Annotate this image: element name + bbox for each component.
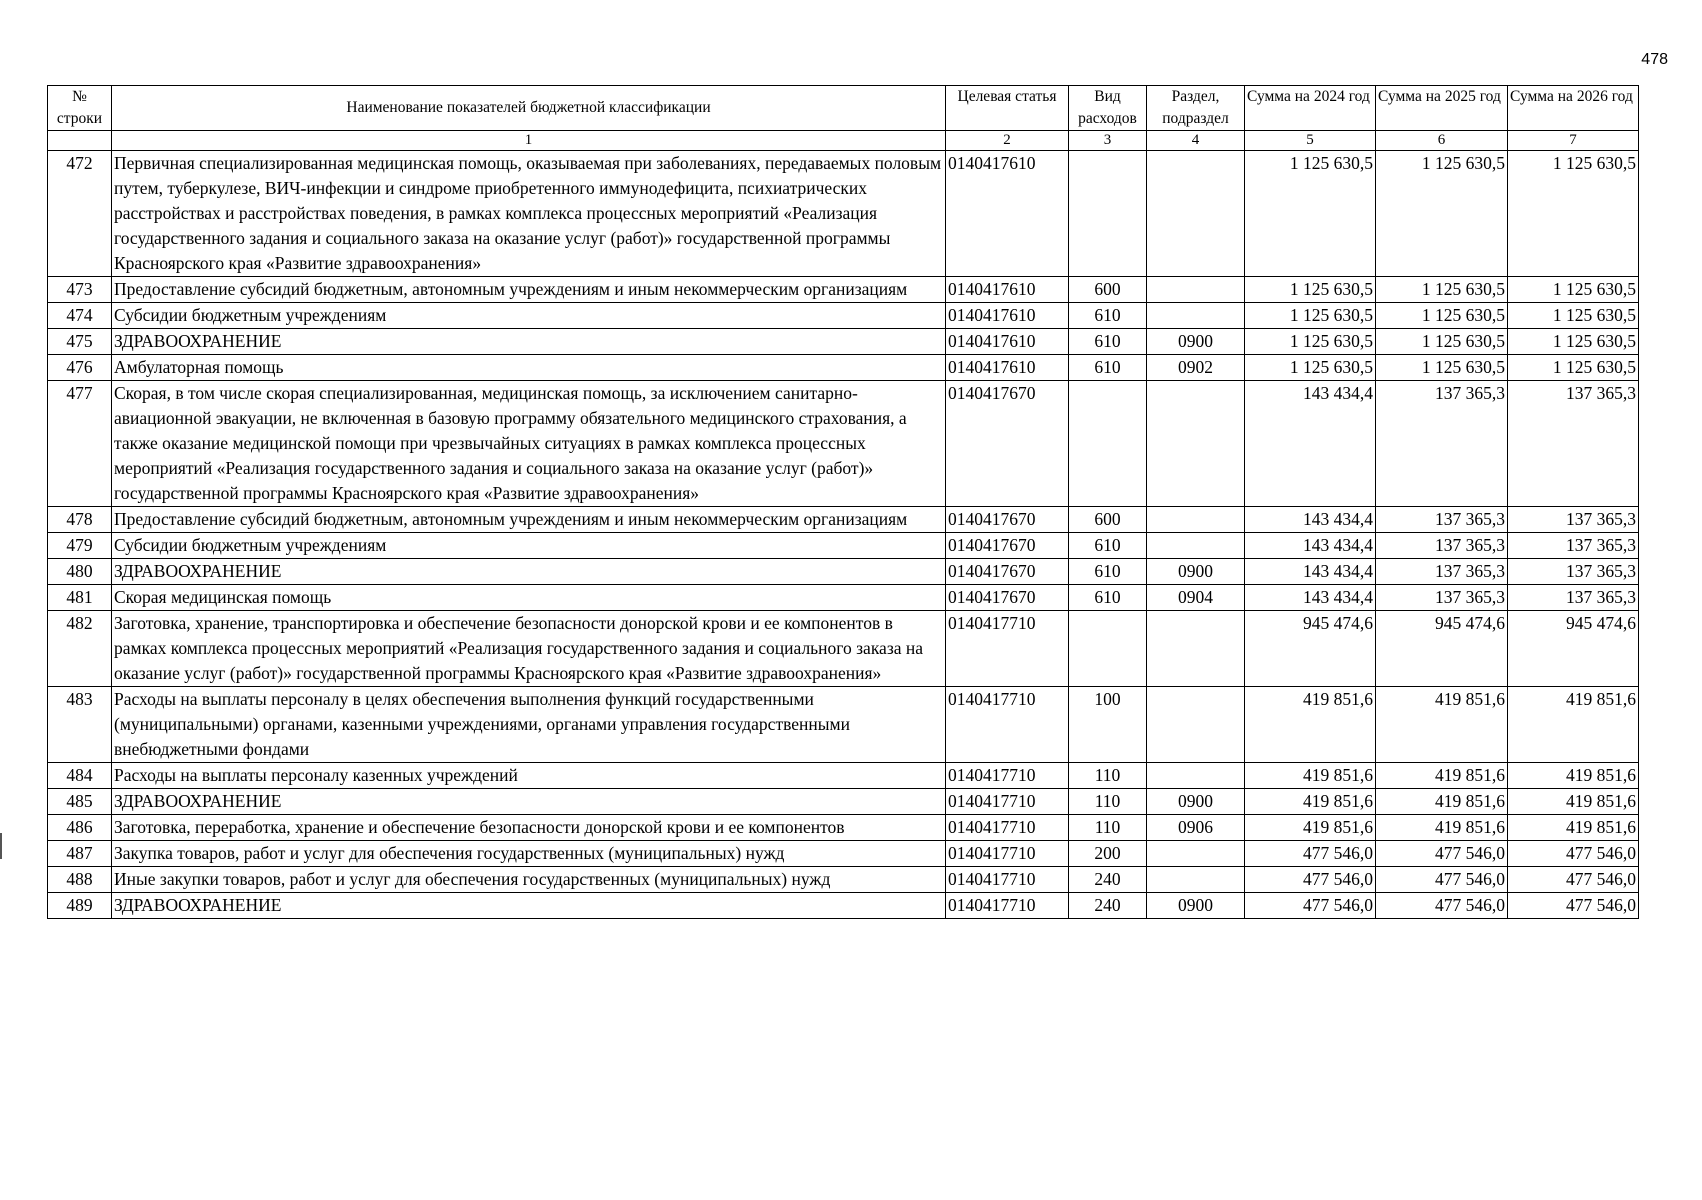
row-sum-2026: 1 125 630,5 <box>1508 151 1639 277</box>
row-number: 473 <box>48 277 112 303</box>
row-target-code: 0140417710 <box>946 611 1069 687</box>
row-sum-2025: 419 851,6 <box>1376 763 1508 789</box>
row-sum-2026: 137 365,3 <box>1508 507 1639 533</box>
row-name: Субсидии бюджетным учреждениям <box>112 303 946 329</box>
page-number: 478 <box>1641 51 1668 68</box>
row-expense-type: 110 <box>1069 815 1147 841</box>
row-expense-type: 240 <box>1069 893 1147 919</box>
row-target-code: 0140417710 <box>946 815 1069 841</box>
row-sum-2025: 1 125 630,5 <box>1376 151 1508 277</box>
row-number: 480 <box>48 559 112 585</box>
header-row-no: № строки <box>48 86 112 131</box>
row-expense-type: 110 <box>1069 763 1147 789</box>
table-row <box>48 559 1639 585</box>
row-sum-2026: 477 546,0 <box>1508 893 1639 919</box>
row-expense-type: 610 <box>1069 559 1147 585</box>
row-target-code: 0140417670 <box>946 533 1069 559</box>
row-expense-type: 610 <box>1069 533 1147 559</box>
column-index: 2 <box>946 131 1069 151</box>
row-sum-2025: 419 851,6 <box>1376 789 1508 815</box>
header-section: Раздел, подраздел <box>1147 86 1245 131</box>
row-expense-type: 200 <box>1069 841 1147 867</box>
row-name: ЗДРАВООХРАНЕНИЕ <box>112 789 946 815</box>
row-sum-2024: 1 125 630,5 <box>1245 151 1376 277</box>
row-sum-2024: 1 125 630,5 <box>1245 355 1376 381</box>
table-row <box>48 789 1639 815</box>
column-index-blank <box>48 131 112 151</box>
row-target-code: 0140417610 <box>946 277 1069 303</box>
row-sum-2024: 419 851,6 <box>1245 687 1376 763</box>
row-section: 0900 <box>1147 893 1245 919</box>
row-section <box>1147 507 1245 533</box>
row-number: 486 <box>48 815 112 841</box>
row-sum-2024: 945 474,6 <box>1245 611 1376 687</box>
row-sum-2024: 419 851,6 <box>1245 763 1376 789</box>
row-sum-2025: 1 125 630,5 <box>1376 303 1508 329</box>
row-name: Первичная специализированная медицинская помощь, оказываемая при заболеваниях, передаваемых половым путем, туберкулезе, ВИЧ-инфекции и синдроме приобретенного иммунодефицита, психиатрических расстройствах и расстройствах поведения, в рамках комплекса процессных мероприятий «Реализация государственного задания и социального заказа на оказание услуг (работ)» государственной программы Красноярского края «Развитие здравоохранения» <box>112 151 946 277</box>
row-name: Расходы на выплаты персоналу казенных учреждений <box>112 763 946 789</box>
row-expense-type <box>1069 381 1147 507</box>
row-sum-2024: 143 434,4 <box>1245 507 1376 533</box>
column-index: 1 <box>112 131 946 151</box>
column-index: 4 <box>1147 131 1245 151</box>
row-name: Иные закупки товаров, работ и услуг для обеспечения государственных (муниципальных) нужд <box>112 867 946 893</box>
row-sum-2025: 419 851,6 <box>1376 815 1508 841</box>
row-sum-2026: 1 125 630,5 <box>1508 277 1639 303</box>
row-name: Расходы на выплаты персоналу в целях обеспечения выполнения функций государственными (муниципальными) органами, казенными учреждениями, органами управления государственными внебюджетными фондами <box>112 687 946 763</box>
row-sum-2025: 1 125 630,5 <box>1376 355 1508 381</box>
row-sum-2025: 477 546,0 <box>1376 841 1508 867</box>
table-row <box>48 763 1639 789</box>
row-number: 474 <box>48 303 112 329</box>
row-number: 478 <box>48 507 112 533</box>
row-target-code: 0140417710 <box>946 893 1069 919</box>
row-target-code: 0140417710 <box>946 867 1069 893</box>
table-row <box>48 841 1639 867</box>
column-index-row <box>48 131 1639 151</box>
table-row <box>48 303 1639 329</box>
header-exp-type: Вид расходов <box>1069 86 1147 131</box>
table-row <box>48 585 1639 611</box>
row-expense-type: 610 <box>1069 585 1147 611</box>
row-sum-2026: 419 851,6 <box>1508 763 1639 789</box>
row-number: 485 <box>48 789 112 815</box>
header-sum-2025: Сумма на 2025 год <box>1376 86 1508 131</box>
row-sum-2026: 1 125 630,5 <box>1508 355 1639 381</box>
row-section: 0904 <box>1147 585 1245 611</box>
row-target-code: 0140417610 <box>946 329 1069 355</box>
row-section <box>1147 841 1245 867</box>
row-number: 487 <box>48 841 112 867</box>
header-sum-2024: Сумма на 2024 год <box>1245 86 1376 131</box>
row-sum-2026: 1 125 630,5 <box>1508 303 1639 329</box>
row-sum-2025: 419 851,6 <box>1376 687 1508 763</box>
row-sum-2025: 945 474,6 <box>1376 611 1508 687</box>
row-sum-2024: 419 851,6 <box>1245 815 1376 841</box>
table-row <box>48 329 1639 355</box>
row-section <box>1147 763 1245 789</box>
row-target-code: 0140417710 <box>946 841 1069 867</box>
table-body <box>48 151 1639 919</box>
row-sum-2024: 143 434,4 <box>1245 559 1376 585</box>
row-number: 477 <box>48 381 112 507</box>
row-expense-type <box>1069 151 1147 277</box>
row-sum-2026: 477 546,0 <box>1508 841 1639 867</box>
row-target-code: 0140417610 <box>946 151 1069 277</box>
row-target-code: 0140417710 <box>946 763 1069 789</box>
row-sum-2024: 477 546,0 <box>1245 841 1376 867</box>
row-sum-2024: 419 851,6 <box>1245 789 1376 815</box>
row-name: Предоставление субсидий бюджетным, автономным учреждениям и иным некоммерческим организациям <box>112 507 946 533</box>
table-row <box>48 151 1639 277</box>
row-name: Заготовка, переработка, хранение и обеспечение безопасности донорской крови и ее компонентов <box>112 815 946 841</box>
row-number: 472 <box>48 151 112 277</box>
row-sum-2025: 1 125 630,5 <box>1376 277 1508 303</box>
table-row <box>48 893 1639 919</box>
row-section <box>1147 151 1245 277</box>
row-target-code: 0140417670 <box>946 585 1069 611</box>
row-name: Предоставление субсидий бюджетным, автономным учреждениям и иным некоммерческим организациям <box>112 277 946 303</box>
row-number: 483 <box>48 687 112 763</box>
table-row <box>48 815 1639 841</box>
row-sum-2025: 137 365,3 <box>1376 507 1508 533</box>
row-sum-2025: 137 365,3 <box>1376 533 1508 559</box>
budget-table <box>47 85 1639 919</box>
row-expense-type: 110 <box>1069 789 1147 815</box>
row-sum-2024: 477 546,0 <box>1245 893 1376 919</box>
row-sum-2024: 143 434,4 <box>1245 585 1376 611</box>
row-number: 475 <box>48 329 112 355</box>
row-expense-type: 600 <box>1069 507 1147 533</box>
row-sum-2024: 477 546,0 <box>1245 867 1376 893</box>
header-target: Целевая статья <box>946 86 1069 131</box>
row-sum-2025: 137 365,3 <box>1376 381 1508 507</box>
row-name: Скорая, в том числе скорая специализированная, медицинская помощь, за исключением санитарно-авиационной эвакуации, не включенная в базовую программу обязательного медицинского страхования, а также оказание медицинской помощи при чрезвычайных ситуациях в рамках комплекса процессных мероприятий «Реализация государственного задания и социального заказа на оказание услуг (работ)» государственной программы Красноярского края «Развитие здравоохранения» <box>112 381 946 507</box>
row-number: 489 <box>48 893 112 919</box>
row-name: ЗДРАВООХРАНЕНИЕ <box>112 559 946 585</box>
row-sum-2025: 477 546,0 <box>1376 867 1508 893</box>
row-sum-2026: 419 851,6 <box>1508 687 1639 763</box>
row-section <box>1147 867 1245 893</box>
table-row <box>48 381 1639 507</box>
row-name: ЗДРАВООХРАНЕНИЕ <box>112 329 946 355</box>
row-sum-2026: 1 125 630,5 <box>1508 329 1639 355</box>
column-index: 5 <box>1245 131 1376 151</box>
row-section <box>1147 381 1245 507</box>
row-expense-type: 100 <box>1069 687 1147 763</box>
row-sum-2026: 137 365,3 <box>1508 381 1639 507</box>
row-target-code: 0140417610 <box>946 355 1069 381</box>
row-name: Заготовка, хранение, транспортировка и обеспечение безопасности донорской крови и ее компонентов в рамках комплекса процессных мероприятий «Реализация государственного задания и социального заказа на оказание услуг (работ)» государственной программы Красноярского края «Развитие здравоохранения» <box>112 611 946 687</box>
row-name: Субсидии бюджетным учреждениям <box>112 533 946 559</box>
row-number: 482 <box>48 611 112 687</box>
table-row <box>48 687 1639 763</box>
row-sum-2026: 137 365,3 <box>1508 533 1639 559</box>
table-row <box>48 355 1639 381</box>
table-row <box>48 277 1639 303</box>
row-section <box>1147 303 1245 329</box>
row-sum-2025: 137 365,3 <box>1376 559 1508 585</box>
table-row <box>48 507 1639 533</box>
row-target-code: 0140417670 <box>946 559 1069 585</box>
row-expense-type: 610 <box>1069 329 1147 355</box>
row-name: Закупка товаров, работ и услуг для обеспечения государственных (муниципальных) нужд <box>112 841 946 867</box>
row-name: Амбулаторная помощь <box>112 355 946 381</box>
row-target-code: 0140417710 <box>946 687 1069 763</box>
row-sum-2024: 143 434,4 <box>1245 381 1376 507</box>
row-sum-2024: 1 125 630,5 <box>1245 277 1376 303</box>
row-section <box>1147 533 1245 559</box>
row-sum-2024: 1 125 630,5 <box>1245 329 1376 355</box>
row-section <box>1147 611 1245 687</box>
scan-edge-mark <box>0 833 2 859</box>
row-expense-type <box>1069 611 1147 687</box>
row-sum-2025: 477 546,0 <box>1376 893 1508 919</box>
row-sum-2025: 137 365,3 <box>1376 585 1508 611</box>
row-number: 484 <box>48 763 112 789</box>
row-section <box>1147 277 1245 303</box>
header-name: Наименование показателей бюджетной классификации <box>112 86 946 131</box>
table-row <box>48 533 1639 559</box>
row-number: 476 <box>48 355 112 381</box>
row-expense-type: 610 <box>1069 303 1147 329</box>
row-section: 0900 <box>1147 789 1245 815</box>
row-target-code: 0140417610 <box>946 303 1069 329</box>
column-index: 3 <box>1069 131 1147 151</box>
row-name: Скорая медицинская помощь <box>112 585 946 611</box>
table-row <box>48 611 1639 687</box>
table-header-row <box>48 86 1639 131</box>
row-section: 0900 <box>1147 559 1245 585</box>
row-section <box>1147 687 1245 763</box>
row-section: 0906 <box>1147 815 1245 841</box>
row-sum-2026: 137 365,3 <box>1508 585 1639 611</box>
row-expense-type: 600 <box>1069 277 1147 303</box>
row-expense-type: 610 <box>1069 355 1147 381</box>
row-expense-type: 240 <box>1069 867 1147 893</box>
row-sum-2024: 143 434,4 <box>1245 533 1376 559</box>
row-sum-2025: 1 125 630,5 <box>1376 329 1508 355</box>
row-target-code: 0140417710 <box>946 789 1069 815</box>
row-sum-2026: 477 546,0 <box>1508 867 1639 893</box>
row-sum-2024: 1 125 630,5 <box>1245 303 1376 329</box>
row-sum-2026: 419 851,6 <box>1508 789 1639 815</box>
row-name: ЗДРАВООХРАНЕНИЕ <box>112 893 946 919</box>
row-sum-2026: 137 365,3 <box>1508 559 1639 585</box>
column-index: 6 <box>1376 131 1508 151</box>
row-number: 481 <box>48 585 112 611</box>
row-sum-2026: 419 851,6 <box>1508 815 1639 841</box>
row-sum-2026: 945 474,6 <box>1508 611 1639 687</box>
row-number: 488 <box>48 867 112 893</box>
row-section: 0902 <box>1147 355 1245 381</box>
row-section: 0900 <box>1147 329 1245 355</box>
table-row <box>48 867 1639 893</box>
header-sum-2026: Сумма на 2026 год <box>1508 86 1639 131</box>
row-number: 479 <box>48 533 112 559</box>
row-target-code: 0140417670 <box>946 507 1069 533</box>
row-target-code: 0140417670 <box>946 381 1069 507</box>
column-index: 7 <box>1508 131 1639 151</box>
